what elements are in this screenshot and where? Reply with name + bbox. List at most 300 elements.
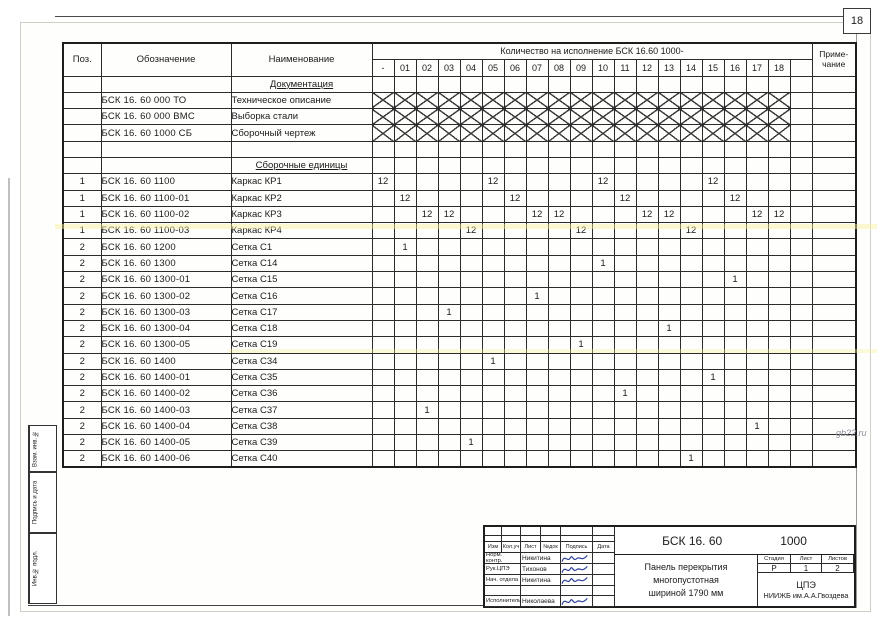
- qty-cell-14: [680, 174, 702, 190]
- qty-cell-07: [526, 435, 548, 451]
- qty-cell-16: [724, 451, 746, 467]
- stage-sheet-grid: [758, 555, 854, 573]
- qty-cell-06: [504, 255, 526, 271]
- qty-cell-01: [394, 337, 416, 353]
- qty-cell-12: [636, 288, 658, 304]
- qty-cell-07: [526, 353, 548, 369]
- qty-cell-blank: [790, 337, 812, 353]
- qty-cell-16: 12: [724, 190, 746, 206]
- qty-cell-09: [570, 402, 592, 418]
- qty-cell-10: [592, 304, 614, 320]
- qty-cell-14: [680, 157, 702, 173]
- table-row: [63, 402, 856, 418]
- qty-cell-09: [570, 76, 592, 92]
- qty-cell-08: [548, 304, 570, 320]
- qty-cell-05: [482, 304, 504, 320]
- table-header-row-main: [63, 43, 856, 59]
- qty-cell-13: [658, 288, 680, 304]
- qty-cell-07: 1: [526, 288, 548, 304]
- qty-cell-16: [724, 353, 746, 369]
- qty-cell-06: [504, 353, 526, 369]
- qty-cell-02: [416, 190, 438, 206]
- qty-cell-04: [460, 353, 482, 369]
- qty-cell-13: [658, 223, 680, 239]
- qty-cell-03: [438, 157, 460, 173]
- qty-cell-03: 12: [438, 206, 460, 222]
- qty-cell-07: [526, 320, 548, 336]
- qty-cell-01: [394, 353, 416, 369]
- qty-cell-13: [658, 435, 680, 451]
- qty-cell-15: [702, 418, 724, 434]
- name-cell: Сборочный чертеж: [231, 125, 372, 141]
- col-header-designation: Обозначение: [101, 43, 231, 76]
- signature-cell: [561, 564, 593, 575]
- qty-cell-16: [724, 435, 746, 451]
- note-cell: [812, 223, 856, 239]
- qty-cell-17: [746, 288, 768, 304]
- qty-cell-05: [482, 320, 504, 336]
- qty-cell-06: [504, 304, 526, 320]
- qty-cell-17: 12: [746, 206, 768, 222]
- qty-cell--: [372, 239, 394, 255]
- table-row: [63, 386, 856, 402]
- qty-cell-08: [548, 92, 570, 108]
- note-cell: [812, 125, 856, 141]
- pos-cell: 2: [63, 304, 101, 320]
- pos-cell: 2: [63, 402, 101, 418]
- qty-cell-04: [460, 109, 482, 125]
- qty-cell-10: [592, 369, 614, 385]
- qty-cell-blank: [790, 125, 812, 141]
- table-row: [63, 109, 856, 125]
- qty-cell-blank: [790, 369, 812, 385]
- qty-cell-13: 12: [658, 206, 680, 222]
- qty-cell-04: [460, 402, 482, 418]
- qty-cell-11: [614, 369, 636, 385]
- date-cell: [593, 575, 615, 586]
- qty-cell-15: [702, 304, 724, 320]
- qty-cell-blank: [790, 304, 812, 320]
- role-cell: Рук.ЦПЭ: [485, 564, 521, 575]
- qty-cell-10: [592, 109, 614, 125]
- qty-cell-18: [768, 92, 790, 108]
- qty-cell--: [372, 402, 394, 418]
- qty-cell-13: [658, 386, 680, 402]
- qty-cell-11: [614, 76, 636, 92]
- qty-cell-13: [658, 109, 680, 125]
- signature-cell: [561, 553, 593, 564]
- qty-cell-09: [570, 206, 592, 222]
- stage-header-cell: Стадия: [758, 555, 791, 564]
- qty-cell-01: [394, 386, 416, 402]
- qty-cell-17: [746, 435, 768, 451]
- qty-cell-07: [526, 157, 548, 173]
- qty-cell-17: [746, 304, 768, 320]
- qty-cell-17: [746, 157, 768, 173]
- qty-cell-02: [416, 109, 438, 125]
- qty-cell-17: [746, 386, 768, 402]
- qty-cell-01: [394, 109, 416, 125]
- qty-cell-06: [504, 386, 526, 402]
- qty-cell-04: [460, 320, 482, 336]
- qty-cell-16: [724, 418, 746, 434]
- qty-cell-10: 1: [592, 255, 614, 271]
- qty-column-header-06: 06: [504, 59, 526, 76]
- qty-cell-15: [702, 223, 724, 239]
- qty-cell-09: [570, 239, 592, 255]
- qty-cell-13: [658, 369, 680, 385]
- qty-cell-17: [746, 337, 768, 353]
- qty-cell-08: [548, 255, 570, 271]
- section-title: Сборочные единицы: [255, 160, 348, 172]
- designation-cell: БСК 16. 60 1100-03: [101, 223, 231, 239]
- qty-cell-17: [746, 223, 768, 239]
- qty-column-header-09: 09: [570, 59, 592, 76]
- qty-cell-09: [570, 304, 592, 320]
- qty-cell-14: [680, 402, 702, 418]
- qty-cell-03: [438, 386, 460, 402]
- qty-cell-16: [724, 206, 746, 222]
- qty-cell-13: [658, 304, 680, 320]
- qty-cell-16: [724, 141, 746, 157]
- qty-cell-07: [526, 418, 548, 434]
- table-row: [63, 190, 856, 206]
- qty-cell-09: [570, 92, 592, 108]
- qty-cell-06: [504, 157, 526, 173]
- product-name-cell: [615, 555, 758, 606]
- qty-cell-08: [548, 223, 570, 239]
- qty-cell-11: [614, 239, 636, 255]
- qty-cell-12: [636, 125, 658, 141]
- qty-cell-05: [482, 190, 504, 206]
- qty-cell-09: [570, 353, 592, 369]
- note-cell: [812, 320, 856, 336]
- designation-cell: БСК 16. 60 1400-06: [101, 451, 231, 467]
- qty-cell-01: [394, 369, 416, 385]
- name-cell: Сетка С1: [231, 239, 372, 255]
- qty-column-header--: -: [372, 59, 394, 76]
- qty-cell-17: [746, 174, 768, 190]
- qty-cell-06: [504, 435, 526, 451]
- qty-cell-08: [548, 288, 570, 304]
- qty-cell-15: [702, 451, 724, 467]
- qty-cell-01: [394, 288, 416, 304]
- qty-cell-11: [614, 402, 636, 418]
- qty-cell-07: [526, 402, 548, 418]
- qty-cell-16: [724, 369, 746, 385]
- qty-column-header-03: 03: [438, 59, 460, 76]
- qty-cell-13: [658, 76, 680, 92]
- qty-cell-12: [636, 157, 658, 173]
- qty-cell-18: [768, 223, 790, 239]
- qty-cell-12: [636, 174, 658, 190]
- designation-cell: БСК 16. 60 000 ТО: [101, 92, 231, 108]
- product-name-line: Панель перекрытия: [644, 561, 728, 572]
- qty-cell-18: [768, 402, 790, 418]
- qty-cell-13: [658, 141, 680, 157]
- table-row: [63, 157, 856, 173]
- qty-cell-03: [438, 174, 460, 190]
- qty-cell-11: [614, 353, 636, 369]
- qty-cell-08: [548, 418, 570, 434]
- qty-cell-17: [746, 125, 768, 141]
- qty-cell-15: [702, 92, 724, 108]
- qty-cell-05: [482, 239, 504, 255]
- qty-column-header-02: 02: [416, 59, 438, 76]
- qty-cell-02: [416, 435, 438, 451]
- qty-cell-07: [526, 174, 548, 190]
- qty-cell-03: [438, 190, 460, 206]
- designation-cell: БСК 16. 60 1400-01: [101, 369, 231, 385]
- qty-cell-17: [746, 239, 768, 255]
- qty-cell-10: [592, 125, 614, 141]
- qty-cell-02: [416, 337, 438, 353]
- qty-column-header-08: 08: [548, 59, 570, 76]
- qty-cell-08: [548, 386, 570, 402]
- qty-cell-18: [768, 435, 790, 451]
- qty-cell-blank: [790, 223, 812, 239]
- qty-cell-14: [680, 337, 702, 353]
- qty-cell-02: 1: [416, 402, 438, 418]
- name-cell: [231, 157, 372, 173]
- qty-cell-01: [394, 223, 416, 239]
- qty-cell-08: [548, 239, 570, 255]
- pos-cell: [63, 109, 101, 125]
- qty-cell-15: [702, 125, 724, 141]
- qty-cell-15: [702, 157, 724, 173]
- qty-cell-04: [460, 418, 482, 434]
- qty-cell-02: [416, 304, 438, 320]
- qty-cell-13: [658, 92, 680, 108]
- qty-cell-11: [614, 141, 636, 157]
- qty-cell-17: [746, 320, 768, 336]
- qty-cell--: [372, 141, 394, 157]
- title-block: [483, 525, 856, 608]
- qty-cell-16: [724, 255, 746, 271]
- qty-cell-10: [592, 206, 614, 222]
- qty-cell-17: [746, 109, 768, 125]
- designation-cell: БСК 16. 60 1300-04: [101, 320, 231, 336]
- table-row: [63, 435, 856, 451]
- pos-cell: 1: [63, 206, 101, 222]
- qty-cell-14: [680, 206, 702, 222]
- qty-cell-18: [768, 304, 790, 320]
- date-cell: [593, 586, 615, 596]
- qty-column-header-11: 11: [614, 59, 636, 76]
- table-row: [63, 125, 856, 141]
- pos-cell: 2: [63, 386, 101, 402]
- organization-line: ЦПЭ: [796, 579, 816, 590]
- qty-cell-13: [658, 255, 680, 271]
- qty-cell-01: [394, 272, 416, 288]
- qty-cell-02: [416, 418, 438, 434]
- stage-value-cell: Р: [758, 564, 791, 573]
- qty-cell-03: [438, 109, 460, 125]
- qty-cell-05: [482, 435, 504, 451]
- qty-cell-07: [526, 272, 548, 288]
- name-cell: [231, 141, 372, 157]
- pos-cell: 2: [63, 272, 101, 288]
- qty-cell-06: [504, 223, 526, 239]
- qty-cell--: [372, 386, 394, 402]
- qty-cell-01: [394, 76, 416, 92]
- qty-cell-16: [724, 157, 746, 173]
- table-row: [63, 206, 856, 222]
- pos-cell: 2: [63, 353, 101, 369]
- qty-cell-02: [416, 223, 438, 239]
- qty-cell-06: [504, 418, 526, 434]
- qty-cell-12: 12: [636, 206, 658, 222]
- qty-cell-10: [592, 435, 614, 451]
- qty-cell-11: [614, 320, 636, 336]
- qty-cell-13: [658, 174, 680, 190]
- qty-cell-08: [548, 190, 570, 206]
- qty-cell-08: [548, 337, 570, 353]
- role-cell: Нач. отдела: [485, 575, 521, 586]
- qty-cell-14: 12: [680, 223, 702, 239]
- qty-cell-18: [768, 272, 790, 288]
- qty-cell-blank: [790, 239, 812, 255]
- table-row: [63, 320, 856, 336]
- name-cell: Каркас КР2: [231, 190, 372, 206]
- qty-cell-08: [548, 369, 570, 385]
- qty-cell--: [372, 255, 394, 271]
- qty-cell-01: [394, 157, 416, 173]
- qty-column-header-12: 12: [636, 59, 658, 76]
- qty-cell-blank: [790, 451, 812, 467]
- qty-column-header-01: 01: [394, 59, 416, 76]
- note-cell: [812, 174, 856, 190]
- qty-cell-04: [460, 337, 482, 353]
- qty-cell-18: 12: [768, 206, 790, 222]
- table-row: [63, 353, 856, 369]
- specification-table: [62, 42, 857, 468]
- qty-cell-05: [482, 92, 504, 108]
- qty-cell-13: [658, 157, 680, 173]
- table-row: [63, 288, 856, 304]
- note-cell: [812, 92, 856, 108]
- qty-cell-08: [548, 451, 570, 467]
- qty-cell-11: [614, 272, 636, 288]
- qty-column-header-14: 14: [680, 59, 702, 76]
- qty-cell-09: 12: [570, 223, 592, 239]
- table-row: [63, 369, 856, 385]
- qty-cell-12: [636, 418, 658, 434]
- qty-cell-09: [570, 272, 592, 288]
- qty-cell-08: [548, 141, 570, 157]
- page-number-box: [843, 8, 871, 34]
- qty-cell-05: [482, 369, 504, 385]
- qty-cell-blank: [790, 190, 812, 206]
- qty-cell-15: 1: [702, 369, 724, 385]
- designation-cell: БСК 16. 60 1300-03: [101, 304, 231, 320]
- revision-strip-cell: [593, 527, 615, 536]
- qty-cell-07: [526, 386, 548, 402]
- qty-cell-18: [768, 174, 790, 190]
- qty-cell-07: [526, 304, 548, 320]
- name-cell: Каркас КР3: [231, 206, 372, 222]
- qty-cell-17: [746, 92, 768, 108]
- qty-cell-12: [636, 337, 658, 353]
- name-cell: [231, 76, 372, 92]
- qty-cell-18: [768, 157, 790, 173]
- qty-cell-01: [394, 92, 416, 108]
- qty-cell-16: [724, 109, 746, 125]
- pos-cell: [63, 92, 101, 108]
- designation-cell: БСК 16. 60 1400-03: [101, 402, 231, 418]
- qty-cell-10: [592, 337, 614, 353]
- qty-cell-05: [482, 76, 504, 92]
- revision-strip-cell: [561, 527, 593, 536]
- qty-cell-05: [482, 255, 504, 271]
- qty-cell--: [372, 451, 394, 467]
- qty-cell-18: [768, 76, 790, 92]
- note-header-line1: Приме-: [819, 48, 849, 59]
- qty-cell-01: [394, 125, 416, 141]
- qty-cell-05: 12: [482, 174, 504, 190]
- qty-cell-06: [504, 206, 526, 222]
- qty-cell-07: [526, 223, 548, 239]
- qty-cell-04: [460, 255, 482, 271]
- qty-cell-10: [592, 288, 614, 304]
- note-cell: [812, 190, 856, 206]
- qty-cell-blank: [790, 288, 812, 304]
- qty-cell-14: [680, 418, 702, 434]
- qty-cell-07: [526, 255, 548, 271]
- qty-cell-01: [394, 435, 416, 451]
- designation-cell: БСК 16. 60 1100-01: [101, 190, 231, 206]
- qty-cell-15: [702, 288, 724, 304]
- frame-label-inv-podl: Инв.№ подл.: [29, 534, 41, 603]
- qty-cell-16: [724, 337, 746, 353]
- qty-cell-07: [526, 190, 548, 206]
- stage-value-cell: 1: [791, 564, 822, 573]
- qty-cell-18: [768, 337, 790, 353]
- qty-cell-09: [570, 255, 592, 271]
- qty-cell-16: [724, 288, 746, 304]
- qty-cell-15: [702, 239, 724, 255]
- qty-cell-10: [592, 272, 614, 288]
- role-cell: Исполнитель: [485, 596, 521, 607]
- qty-cell-09: [570, 109, 592, 125]
- qty-cell-06: [504, 337, 526, 353]
- qty-cell-04: [460, 239, 482, 255]
- qty-cell-11: [614, 288, 636, 304]
- product-name-line: многопустотная: [653, 574, 719, 585]
- note-cell: [812, 402, 856, 418]
- qty-cell-04: [460, 190, 482, 206]
- qty-cell-05: [482, 402, 504, 418]
- qty-cell-blank: [790, 157, 812, 173]
- qty-cell-10: [592, 451, 614, 467]
- qty-cell--: [372, 435, 394, 451]
- qty-cell-03: [438, 223, 460, 239]
- qty-cell-blank: [790, 272, 812, 288]
- qty-cell-01: [394, 255, 416, 271]
- qty-cell-05: [482, 125, 504, 141]
- qty-cell-14: [680, 304, 702, 320]
- qty-cell-06: [504, 109, 526, 125]
- qty-cell-blank: [790, 418, 812, 434]
- qty-cell-10: [592, 386, 614, 402]
- table-row: [63, 337, 856, 353]
- qty-cell-08: [548, 320, 570, 336]
- qty-cell-15: [702, 353, 724, 369]
- qty-cell-14: [680, 386, 702, 402]
- qty-cell-04: [460, 288, 482, 304]
- frame-line-top: [55, 16, 843, 17]
- qty-cell-18: [768, 125, 790, 141]
